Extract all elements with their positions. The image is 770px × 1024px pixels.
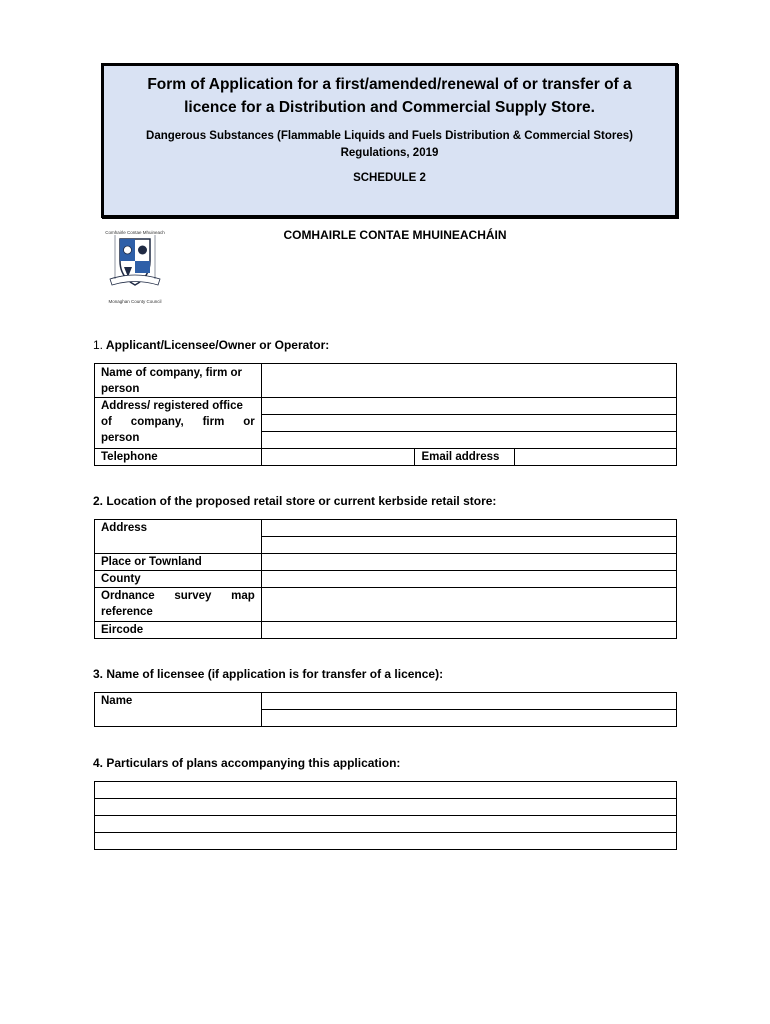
council-crest (100, 230, 170, 304)
company-name-label-line1: Name of company, firm or (101, 367, 243, 379)
schedule-label: SCHEDULE 2 (353, 172, 426, 184)
company-name-label (95, 364, 262, 398)
eircode-label: Eircode (95, 622, 262, 639)
address-label (95, 398, 262, 449)
council-name: COMHAIRLE CONTAE MHUINEACHÁIN (283, 228, 507, 242)
telephone-field[interactable] (261, 449, 415, 466)
form-header-box (101, 63, 678, 218)
plans-field-3[interactable] (95, 816, 677, 833)
location-address-field-2[interactable] (261, 537, 676, 554)
licensee-name-field-2[interactable] (261, 710, 676, 727)
licensee-name-field-1[interactable] (261, 693, 676, 710)
section-2-heading: 2. Location of the proposed retail store or current kerbside retail store: (93, 494, 497, 508)
place-field[interactable] (261, 554, 676, 571)
email-field[interactable] (515, 449, 677, 466)
ordnance-field[interactable] (261, 588, 676, 622)
address-label-line3: person (101, 432, 140, 444)
location-address-label: Address (95, 520, 262, 554)
licensee-table (94, 692, 677, 727)
plans-field-2[interactable] (95, 799, 677, 816)
licensee-name-label: Name (95, 693, 262, 727)
section-1-heading (93, 338, 329, 352)
company-name-label-line2: person (101, 383, 140, 395)
crest-shield-icon (100, 235, 170, 293)
crest-top-text: Comhairle Contae Mhuineach (105, 230, 165, 235)
section-1-title: Applicant/Licensee/Owner or Operator: (105, 338, 330, 352)
address-field-1[interactable] (261, 398, 676, 415)
place-label: Place or Townland (95, 554, 262, 571)
location-table (94, 519, 677, 639)
address-field-2[interactable] (261, 415, 676, 432)
telephone-label: Telephone (95, 449, 262, 466)
company-name-field[interactable] (261, 364, 676, 398)
ordnance-label (95, 588, 262, 622)
plans-field-4[interactable] (95, 833, 677, 850)
regulations-subtitle: Dangerous Substances (Flammable Liquids and Fuels Distribution & Commercial Stores) Regulations, 2019 (146, 130, 633, 159)
address-label-line1: Address/ registered office (101, 400, 243, 412)
county-label: County (95, 571, 262, 588)
crest-bottom-text: Monaghan County Council (108, 299, 162, 304)
section-3-heading: 3. Name of licensee (if application is for transfer of a licence): (93, 667, 444, 681)
location-address-field-1[interactable] (261, 520, 676, 537)
plans-field-1[interactable] (95, 782, 677, 799)
email-label: Email address (415, 449, 515, 466)
eircode-field[interactable] (261, 622, 676, 639)
section-1-number: 1. (93, 338, 104, 352)
address-field-3[interactable] (261, 432, 676, 449)
ordnance-label-line1: Ordnance survey map (101, 590, 255, 602)
plans-table (94, 781, 677, 850)
county-field[interactable] (261, 571, 676, 588)
ordnance-label-line2: reference (101, 606, 153, 618)
address-label-line2: of company, firm or (101, 416, 255, 428)
form-title: Form of Application for a first/amended/renewal of or transfer of a licence for a Distribution and Commercial Supply Store. (147, 76, 632, 116)
section-4-heading: 4. Particulars of plans accompanying this application: (93, 756, 401, 770)
applicant-table (94, 363, 677, 466)
